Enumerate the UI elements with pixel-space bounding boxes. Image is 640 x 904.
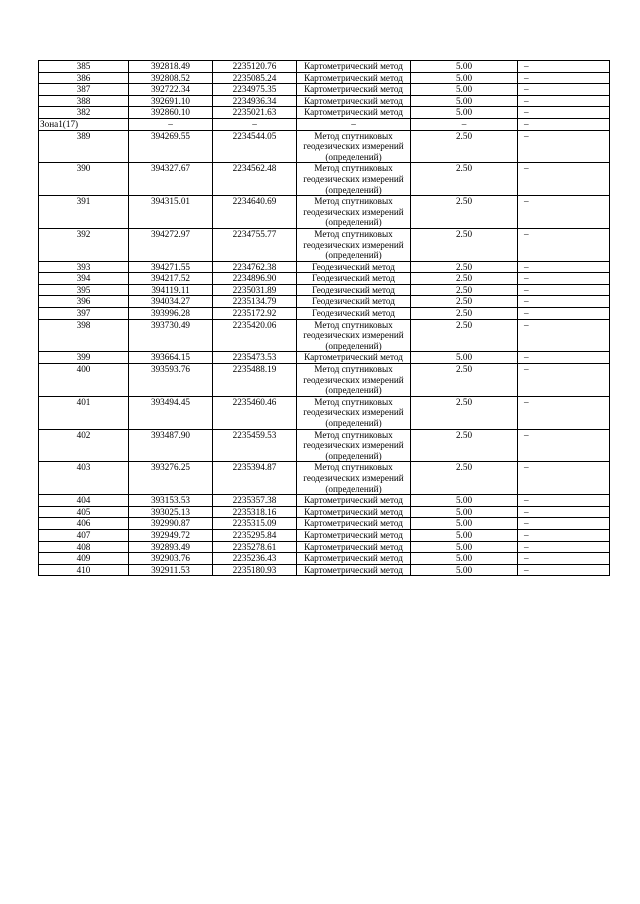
y-coordinate-cell: 2234640.69 — [213, 196, 297, 229]
y-coordinate-cell: 2234562.48 — [213, 163, 297, 196]
table-row — [39, 541, 610, 553]
accuracy-cell: 2.50 — [411, 284, 518, 296]
table-row — [39, 261, 610, 273]
point-number-cell: 392 — [39, 228, 129, 261]
note-cell: – — [518, 284, 610, 296]
y-coordinate-cell: 2235315.09 — [213, 518, 297, 530]
y-coordinate-cell: 2235420.06 — [213, 319, 297, 352]
table-row — [39, 462, 610, 495]
table-row — [39, 319, 610, 352]
x-coordinate-cell: 393276.25 — [129, 462, 213, 495]
x-coordinate-cell: 393153.53 — [129, 495, 213, 507]
y-coordinate-cell: 2235021.63 — [213, 107, 297, 119]
note-cell: – — [518, 118, 610, 130]
accuracy-cell: 5.00 — [411, 107, 518, 119]
note-cell: – — [518, 228, 610, 261]
x-coordinate-cell: 392818.49 — [129, 61, 213, 73]
x-coordinate-cell: 394269.55 — [129, 130, 213, 163]
x-coordinate-cell: 394315.01 — [129, 196, 213, 229]
y-coordinate-cell: – — [213, 118, 297, 130]
method-cell: Картометрический метод — [297, 61, 411, 73]
table-row — [39, 284, 610, 296]
point-number-cell: 404 — [39, 495, 129, 507]
accuracy-cell: 5.00 — [411, 553, 518, 565]
note-cell: – — [518, 396, 610, 429]
method-cell: Геодезический метод — [297, 308, 411, 320]
table-row — [39, 61, 610, 73]
y-coordinate-cell: 2234762.38 — [213, 261, 297, 273]
point-number-cell: 406 — [39, 518, 129, 530]
note-cell: – — [518, 273, 610, 285]
x-coordinate-cell: 394119.11 — [129, 284, 213, 296]
y-coordinate-cell: 2235460.46 — [213, 396, 297, 429]
x-coordinate-cell: 393487.90 — [129, 429, 213, 462]
table-row — [39, 296, 610, 308]
accuracy-cell: 2.50 — [411, 130, 518, 163]
point-number-cell: 395 — [39, 284, 129, 296]
method-cell: Картометрический метод — [297, 495, 411, 507]
zone-header-row — [39, 118, 610, 130]
point-number-cell: 388 — [39, 95, 129, 107]
point-number-cell: 405 — [39, 506, 129, 518]
accuracy-cell: 2.50 — [411, 163, 518, 196]
y-coordinate-cell: 2235394.87 — [213, 462, 297, 495]
method-cell: Картометрический метод — [297, 72, 411, 84]
point-number-cell: 386 — [39, 72, 129, 84]
note-cell: – — [518, 518, 610, 530]
method-cell: Метод спутниковых геодезических измерений (определений) — [297, 429, 411, 462]
x-coordinate-cell: 392903.76 — [129, 553, 213, 565]
method-cell: Картометрический метод — [297, 564, 411, 576]
point-number-cell: 393 — [39, 261, 129, 273]
accuracy-cell: 2.50 — [411, 296, 518, 308]
point-number-cell: 391 — [39, 196, 129, 229]
method-cell: – — [297, 118, 411, 130]
table-row — [39, 529, 610, 541]
table-row — [39, 308, 610, 320]
accuracy-cell: 2.50 — [411, 319, 518, 352]
method-cell: Геодезический метод — [297, 261, 411, 273]
x-coordinate-cell: 393494.45 — [129, 396, 213, 429]
y-coordinate-cell: 2235459.53 — [213, 429, 297, 462]
accuracy-cell: 5.00 — [411, 95, 518, 107]
point-number-cell: 410 — [39, 564, 129, 576]
note-cell: – — [518, 261, 610, 273]
table-row — [39, 553, 610, 565]
accuracy-cell: 2.50 — [411, 261, 518, 273]
accuracy-cell: 2.50 — [411, 396, 518, 429]
point-number-cell: 407 — [39, 529, 129, 541]
y-coordinate-cell: 2234975.35 — [213, 84, 297, 96]
point-number-cell: 389 — [39, 130, 129, 163]
note-cell: – — [518, 319, 610, 352]
point-number-cell: 385 — [39, 61, 129, 73]
method-cell: Метод спутниковых геодезических измерений (определений) — [297, 163, 411, 196]
note-cell: – — [518, 163, 610, 196]
table-row — [39, 396, 610, 429]
y-coordinate-cell: 2235357.38 — [213, 495, 297, 507]
table-row — [39, 495, 610, 507]
x-coordinate-cell: 394327.67 — [129, 163, 213, 196]
point-number-cell: 403 — [39, 462, 129, 495]
x-coordinate-cell: – — [129, 118, 213, 130]
method-cell: Картометрический метод — [297, 529, 411, 541]
x-coordinate-cell: 394217.52 — [129, 273, 213, 285]
accuracy-cell: 5.00 — [411, 506, 518, 518]
y-coordinate-cell: 2235134.79 — [213, 296, 297, 308]
note-cell: – — [518, 95, 610, 107]
accuracy-cell: 5.00 — [411, 541, 518, 553]
accuracy-cell: 5.00 — [411, 352, 518, 364]
y-coordinate-cell: 2235172.92 — [213, 308, 297, 320]
x-coordinate-cell: 392808.52 — [129, 72, 213, 84]
note-cell: – — [518, 364, 610, 397]
table-row — [39, 107, 610, 119]
table-row — [39, 196, 610, 229]
accuracy-cell: 2.50 — [411, 196, 518, 229]
table-row — [39, 364, 610, 397]
x-coordinate-cell: 392860.10 — [129, 107, 213, 119]
x-coordinate-cell: 392949.72 — [129, 529, 213, 541]
table-row — [39, 506, 610, 518]
method-cell: Метод спутниковых геодезических измерений (определений) — [297, 462, 411, 495]
method-cell: Картометрический метод — [297, 95, 411, 107]
accuracy-cell: 5.00 — [411, 84, 518, 96]
x-coordinate-cell: 394272.97 — [129, 228, 213, 261]
note-cell: – — [518, 296, 610, 308]
point-number-cell: 401 — [39, 396, 129, 429]
note-cell: – — [518, 541, 610, 553]
x-coordinate-cell: 392911.53 — [129, 564, 213, 576]
accuracy-cell: 5.00 — [411, 529, 518, 541]
x-coordinate-cell: 394271.55 — [129, 261, 213, 273]
accuracy-cell: 5.00 — [411, 495, 518, 507]
table-body — [39, 61, 610, 576]
method-cell: Геодезический метод — [297, 284, 411, 296]
accuracy-cell: 2.50 — [411, 273, 518, 285]
x-coordinate-cell: 392990.87 — [129, 518, 213, 530]
method-cell: Картометрический метод — [297, 553, 411, 565]
accuracy-cell: 2.50 — [411, 308, 518, 320]
note-cell: – — [518, 72, 610, 84]
x-coordinate-cell: 392893.49 — [129, 541, 213, 553]
point-number-cell: 409 — [39, 553, 129, 565]
table-row — [39, 163, 610, 196]
method-cell: Метод спутниковых геодезических измерений (определений) — [297, 364, 411, 397]
point-number-cell: 397 — [39, 308, 129, 320]
table-row — [39, 518, 610, 530]
table-row — [39, 429, 610, 462]
note-cell: – — [518, 130, 610, 163]
x-coordinate-cell: 392691.10 — [129, 95, 213, 107]
method-cell: Метод спутниковых геодезических измерений (определений) — [297, 228, 411, 261]
y-coordinate-cell: 2235488.19 — [213, 364, 297, 397]
y-coordinate-cell: 2235085.24 — [213, 72, 297, 84]
table-row — [39, 228, 610, 261]
point-number-cell: 408 — [39, 541, 129, 553]
y-coordinate-cell: 2235236.43 — [213, 553, 297, 565]
accuracy-cell: 2.50 — [411, 364, 518, 397]
point-number-cell: 400 — [39, 364, 129, 397]
table-row — [39, 95, 610, 107]
note-cell: – — [518, 196, 610, 229]
accuracy-cell: – — [411, 118, 518, 130]
x-coordinate-cell: 393730.49 — [129, 319, 213, 352]
accuracy-cell: 5.00 — [411, 72, 518, 84]
note-cell: – — [518, 352, 610, 364]
accuracy-cell: 2.50 — [411, 228, 518, 261]
y-coordinate-cell: 2234544.05 — [213, 130, 297, 163]
note-cell: – — [518, 308, 610, 320]
method-cell: Картометрический метод — [297, 518, 411, 530]
x-coordinate-cell: 392722.34 — [129, 84, 213, 96]
coordinates-table — [38, 60, 610, 576]
note-cell: – — [518, 84, 610, 96]
method-cell: Геодезический метод — [297, 273, 411, 285]
accuracy-cell: 5.00 — [411, 61, 518, 73]
point-number-cell: 396 — [39, 296, 129, 308]
point-number-cell: 394 — [39, 273, 129, 285]
table-row — [39, 273, 610, 285]
y-coordinate-cell: 2235318.16 — [213, 506, 297, 518]
note-cell: – — [518, 462, 610, 495]
method-cell: Метод спутниковых геодезических измерений (определений) — [297, 319, 411, 352]
point-number-cell: 390 — [39, 163, 129, 196]
y-coordinate-cell: 2235120.76 — [213, 61, 297, 73]
y-coordinate-cell: 2235295.84 — [213, 529, 297, 541]
y-coordinate-cell: 2235278.61 — [213, 541, 297, 553]
y-coordinate-cell: 2234755.77 — [213, 228, 297, 261]
note-cell: – — [518, 564, 610, 576]
x-coordinate-cell: 393593.76 — [129, 364, 213, 397]
method-cell: Геодезический метод — [297, 296, 411, 308]
method-cell: Картометрический метод — [297, 107, 411, 119]
point-number-cell: 399 — [39, 352, 129, 364]
y-coordinate-cell: 2235031.89 — [213, 284, 297, 296]
method-cell: Метод спутниковых геодезических измерений (определений) — [297, 130, 411, 163]
table-row — [39, 84, 610, 96]
y-coordinate-cell: 2235473.53 — [213, 352, 297, 364]
accuracy-cell: 5.00 — [411, 564, 518, 576]
y-coordinate-cell: 2234936.34 — [213, 95, 297, 107]
point-number-cell: 387 — [39, 84, 129, 96]
method-cell: Метод спутниковых геодезических измерений (определений) — [297, 396, 411, 429]
note-cell: – — [518, 107, 610, 119]
table-row — [39, 352, 610, 364]
table-row — [39, 564, 610, 576]
accuracy-cell: 2.50 — [411, 429, 518, 462]
point-number-cell: 382 — [39, 107, 129, 119]
x-coordinate-cell: 393996.28 — [129, 308, 213, 320]
note-cell: – — [518, 506, 610, 518]
note-cell: – — [518, 553, 610, 565]
table-row — [39, 72, 610, 84]
x-coordinate-cell: 394034.27 — [129, 296, 213, 308]
y-coordinate-cell: 2234896.90 — [213, 273, 297, 285]
accuracy-cell: 5.00 — [411, 518, 518, 530]
point-number-cell: Зона1(17) — [39, 118, 129, 130]
note-cell: – — [518, 495, 610, 507]
x-coordinate-cell: 393664.15 — [129, 352, 213, 364]
method-cell: Метод спутниковых геодезических измерений (определений) — [297, 196, 411, 229]
accuracy-cell: 2.50 — [411, 462, 518, 495]
method-cell: Картометрический метод — [297, 352, 411, 364]
table-row — [39, 130, 610, 163]
point-number-cell: 402 — [39, 429, 129, 462]
method-cell: Картометрический метод — [297, 506, 411, 518]
point-number-cell: 398 — [39, 319, 129, 352]
y-coordinate-cell: 2235180.93 — [213, 564, 297, 576]
note-cell: – — [518, 529, 610, 541]
note-cell: – — [518, 61, 610, 73]
x-coordinate-cell: 393025.13 — [129, 506, 213, 518]
note-cell: – — [518, 429, 610, 462]
method-cell: Картометрический метод — [297, 84, 411, 96]
method-cell: Картометрический метод — [297, 541, 411, 553]
